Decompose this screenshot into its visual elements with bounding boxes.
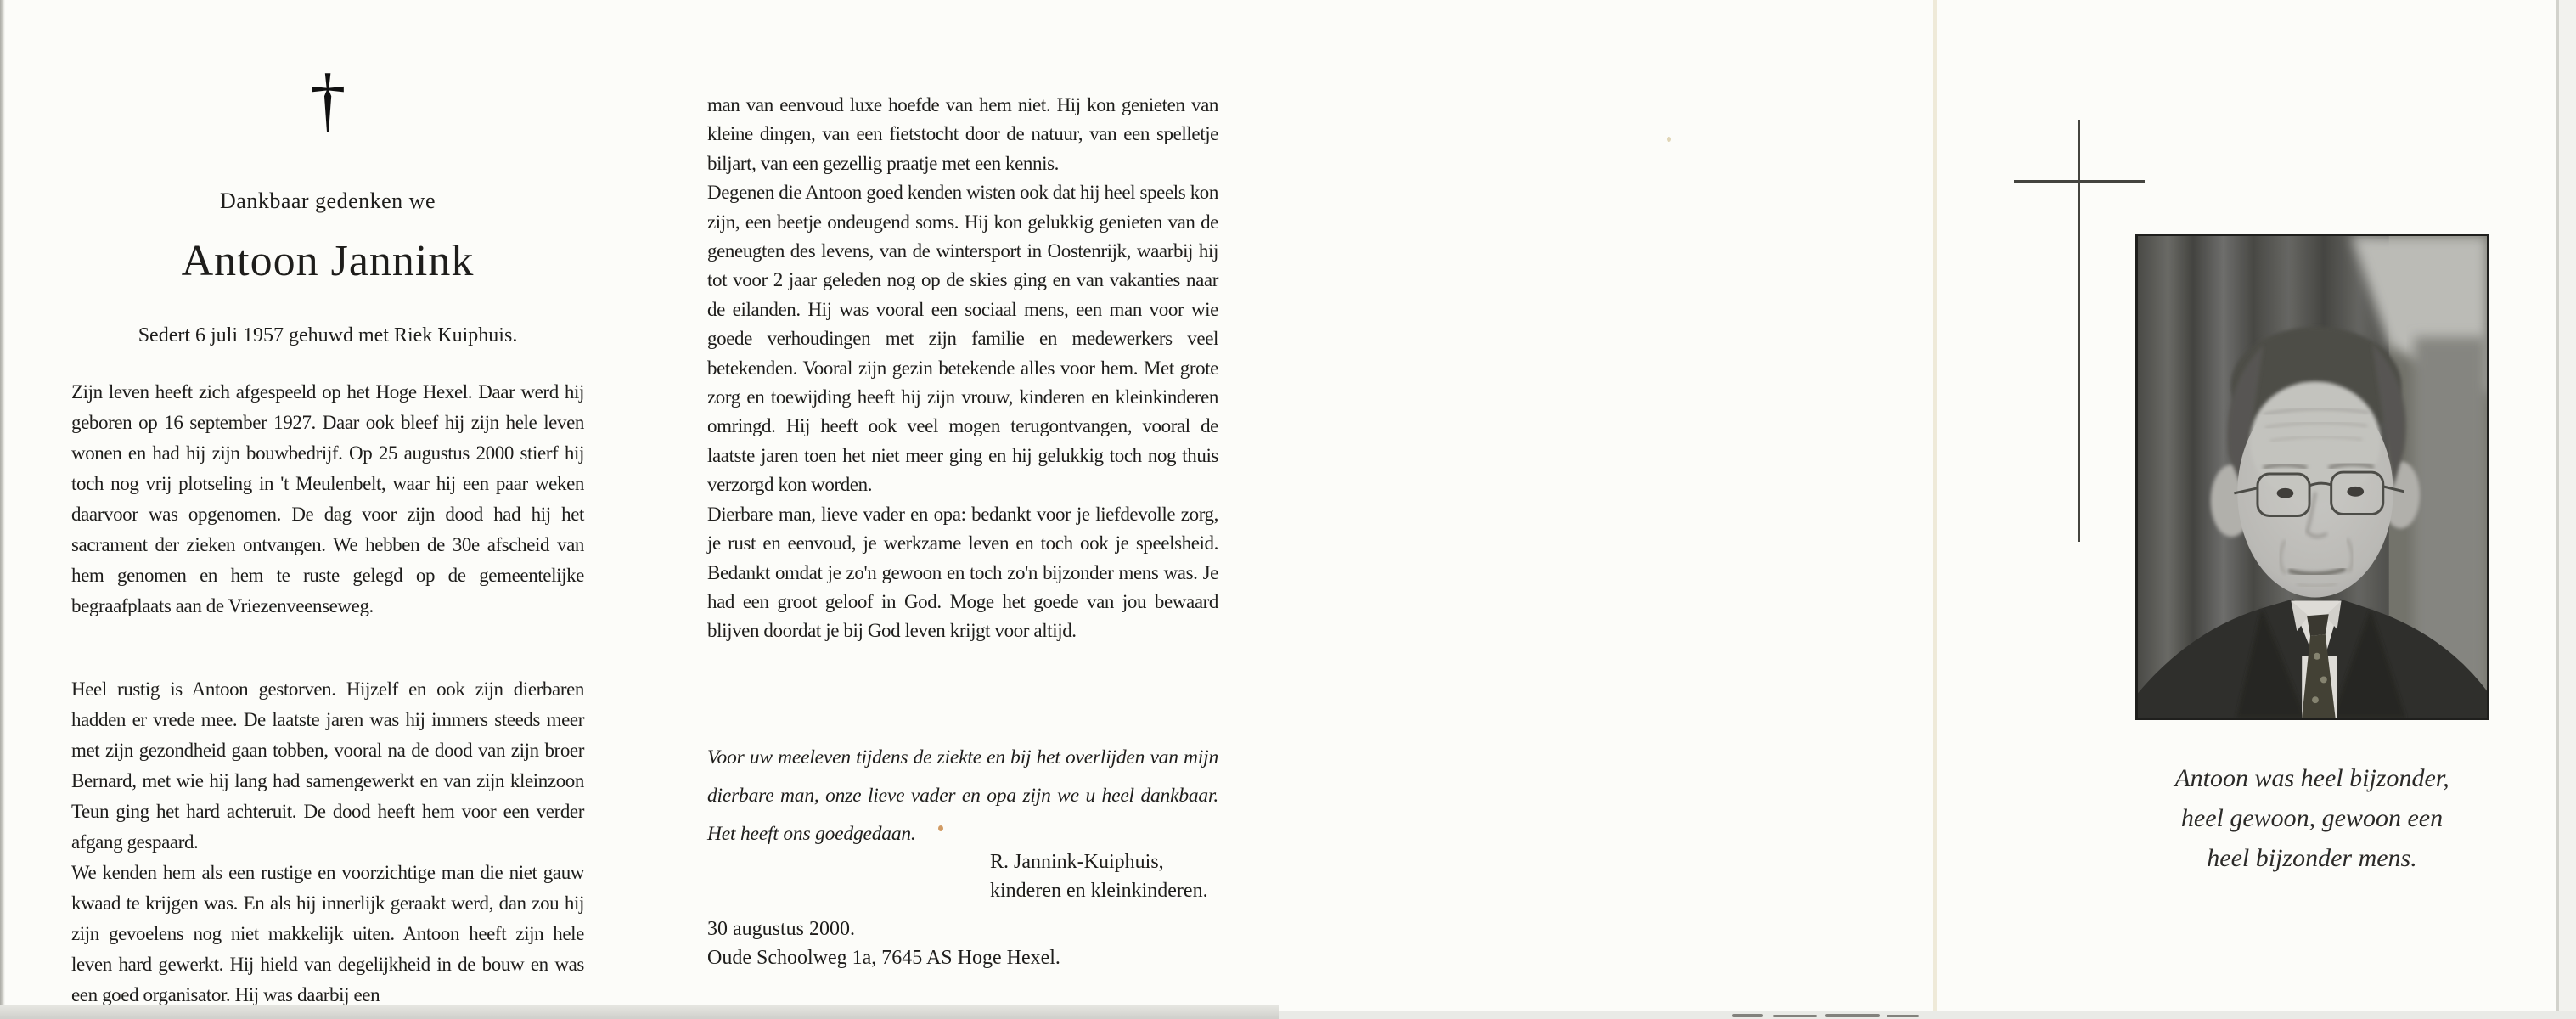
page-fold-line [1274,0,1280,1019]
memorial-intro: Dankbaar gedenken we [220,189,436,213]
signature-line: kinderen en kleinkinderen. [990,880,1208,902]
marriage-line: Sedert 6 juli 1957 gehuwd met Riek Kuiphuis. [138,324,518,346]
dagger-cross-icon: † [309,59,346,140]
portrait-photo-art [2138,236,2487,718]
thin-cross-icon [2078,120,2080,542]
thin-cross-icon [2014,180,2145,183]
signature-block [990,847,1296,905]
caption-line: heel bijzonder mens. [2207,844,2417,872]
paragraph-text: Heel rustig is Antoon gestorven. Hijzelf en ook zijn dierbaren hadden er vrede mee. De laatste jaren was hij immers steeds meer met zijn gezondheid gaan tobben, vooral na de dood van zijn broer Bernard, met wie hij lang had samengewerkt en van zijn kleinzoon Teun ging het hard achteruit. De dood heeft hem voor een verder afgang gespaard. [71,678,584,853]
scan-bottom-shadow [0,1005,1279,1019]
column2-paragraphs [707,91,1218,646]
paragraph-text: We kenden hem als een rustige en voorzichtige man die niet gauw kwaad te krijgen was. En als hij innerlijk geraakt werd, dan zou hij zijn gevoelens nog niet makkelijk uiten. Antoon heeft zijn hele leven hard gewerkt. Hij hield van degelijkheid in de bouw en was een goed organisator. Hij was daarbij een [71,862,584,1005]
scan-bottom-shadow [1279,1011,2576,1019]
paragraph-text: Zijn leven heeft zich afgespeeld op het Hoge Hexel. Daar werd hij geboren op 16 september 1927. Daar ook bleef hij zijn hele leven wonen en had hij zijn bouwbedrijf. Op 25 augustus 2000 stierf hij toch nog vrij plotseling in 't Meulenbelt, waar hij een paar weken daarvoor was opgenomen. De dag voor zijn dood had hij het sacrament der zieken ontvangen. We hebben de 30e afscheid van hem genomen en hem te ruste gelegd op de gemeentelijke begraafplaats aan de Vriezenveenseweg. [71,381,584,616]
cover-caption [2084,758,2539,878]
paragraph-text: Degenen die Antoon goed kenden wisten ook dat hij heel speels kon zijn, een beetje ondeugend soms. Hij kon gelukkig genieten van de geneugten des levens, van de wintersport in Oostenrijk, waarbij hij tot voor 2 jaar geleden nog op de skies ging en van vakanties naar de eilanden. Hij was vooral een sociaal mens, een man voor wie goede verhoudingen met zijn familie en medewerkers veel betekenden. Vooral zijn gezin betekende alles voor hem. Met grote zorg en toewijding heeft hij zijn vrouw, kinderen en kleinkinderen omringd. Hij heeft ook veel mogen terugontvangen, vooral de laatste jaren toen het niet meer ging en hij gelukkig toch nog thuis verzorgd kon worden. [707,182,1218,496]
signature-line: R. Jannink-Kuiphuis, [990,851,1164,873]
scan-artifact [1732,1014,1763,1017]
caption-line: heel gewoon, gewoon een [2180,804,2444,832]
acknowledgement-paragraph: Voor uw meeleven tijdens de ziekte en bij het overlijden van mijn dierbare man, onze lieve vader en opa zijn we u heel dankbaar. Het heeft ons goedgedaan. [707,746,1218,845]
scan-artifact [1773,1015,1817,1017]
paragraph-text: Dierbare man, lieve vader en opa: bedankt voor je liefdevolle zorg, je rust en eenvoud, je werkzame leven en toch ook je speelsheid. Bedankt omdat je zo'n gewoon en toch zo'n bijzonder mens was. Je had een groot geloof in God. Moge het goede van jou bewaard blijven doordat je bij God leven krijgt voor altijd. [707,503,1218,642]
scan-speck [1667,137,1671,142]
scan-left-edge [0,0,5,1019]
column1-paragraph-1 [71,377,584,622]
column1-paragraphs-2-3 [71,674,584,1011]
card-crease-line [1933,0,1937,1019]
caption-line: Antoon was heel bijzonder, [2174,764,2449,792]
date-line: 30 augustus 2000. [707,918,855,940]
scan-artifact [1887,1015,1919,1017]
scan-speck [938,825,943,831]
address-line: Oude Schoolweg 1a, 7645 AS Hoge Hexel. [707,947,1060,969]
portrait-photo [2135,234,2489,720]
scan-right-margin [2559,0,2576,1019]
scan-artifact [1825,1014,1880,1017]
deceased-name: Antoon Jannink [181,237,475,285]
paragraph-text: man van eenvoud luxe hoefde van hem niet. Hij kon genieten van kleine dingen, van een fietstocht door de natuur, van een spelletje biljart, van een gezellig praatje met een kennis. [707,94,1218,174]
